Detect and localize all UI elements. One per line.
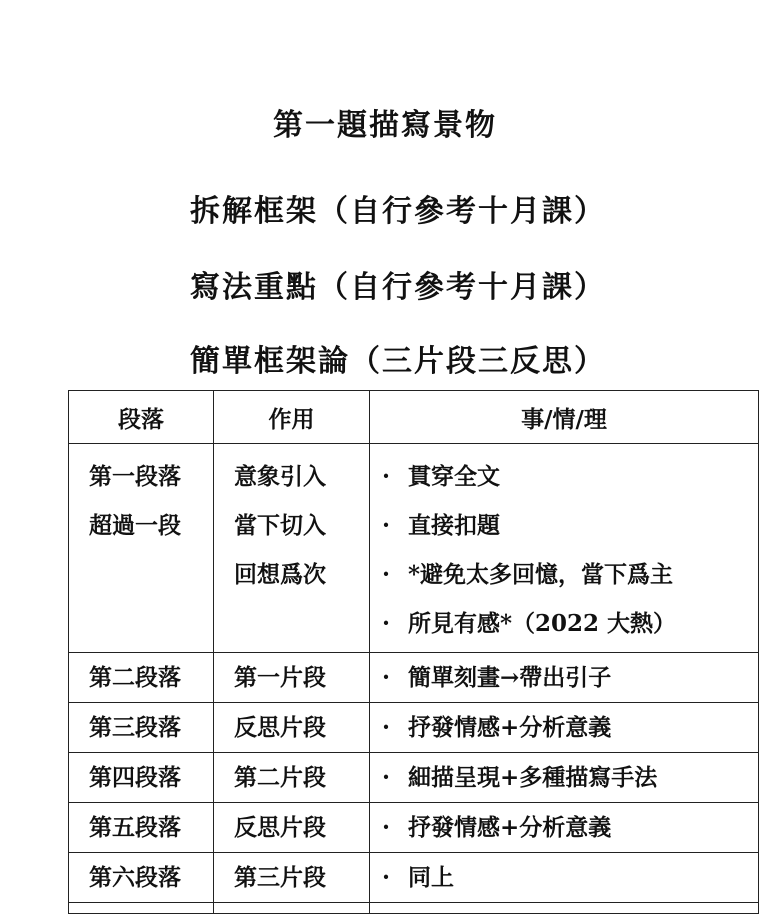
content-point: · 簡單刻畫→帶出引子 <box>382 653 758 702</box>
paragraph-outline-table <box>68 390 759 914</box>
continued-cell <box>69 903 214 914</box>
function-cell <box>214 444 370 653</box>
content-cell <box>370 444 759 653</box>
function-label: 第二片段 <box>234 764 326 791</box>
content-point: · *避免太多回憶，當下爲主 <box>382 550 758 599</box>
content-cell <box>370 803 759 853</box>
function-cell <box>214 653 370 703</box>
content-cell <box>370 703 759 753</box>
table-row <box>69 753 759 803</box>
function-cell <box>214 753 370 803</box>
continued-cell <box>370 903 759 914</box>
table-header-row <box>69 391 759 444</box>
content-cell <box>370 853 759 903</box>
paragraph-label: 第一段落 <box>89 463 181 490</box>
paragraph-cell <box>69 703 214 753</box>
paragraph-label: 第二段落 <box>89 664 181 691</box>
table-row <box>69 703 759 753</box>
paragraph-label: 第三段落 <box>89 714 181 741</box>
content-point: · 所見有感*（2022 大熱） <box>382 599 758 648</box>
header-paragraph: 段落 <box>69 391 214 444</box>
page-title: 第一題描寫景物 <box>273 108 497 143</box>
paragraph-label: 第六段落 <box>89 864 181 891</box>
continued-cell <box>214 903 370 914</box>
section-line-simple-framework: 簡單框架論（三片段三反思） <box>190 344 606 379</box>
content-point: · 細描呈現+多種描寫手法 <box>382 753 758 802</box>
function-cell <box>214 803 370 853</box>
function-label: 第三片段 <box>234 864 326 891</box>
paragraph-cell <box>69 444 214 653</box>
content-cell <box>370 653 759 703</box>
section-line-framework: 拆解框架（自行參考十月課） <box>190 194 606 229</box>
function-label: 反思片段 <box>234 714 326 741</box>
paragraph-cell <box>69 853 214 903</box>
content-point: · 貫穿全文 <box>382 452 758 501</box>
function-label: 反思片段 <box>234 814 326 841</box>
paragraph-label: 第四段落 <box>89 764 181 791</box>
paragraph-cell <box>69 753 214 803</box>
table-row <box>69 444 759 653</box>
function-cell <box>214 703 370 753</box>
function-label: 回想爲次 <box>234 561 326 588</box>
function-label: 意象引入 <box>234 463 326 490</box>
function-label: 第一片段 <box>234 664 326 691</box>
content-point: · 直接扣題 <box>382 501 758 550</box>
content-point: · 抒發情感+分析意義 <box>382 803 758 852</box>
header-function: 作用 <box>214 391 370 444</box>
header-content: 事/情/理 <box>370 391 759 444</box>
section-line-writing-points: 寫法重點（自行參考十月課） <box>190 270 606 305</box>
table-row <box>69 853 759 903</box>
paragraph-cell <box>69 803 214 853</box>
table-row <box>69 803 759 853</box>
function-label: 當下切入 <box>234 512 326 539</box>
content-point: · 抒發情感+分析意義 <box>382 703 758 752</box>
table-row <box>69 653 759 703</box>
content-point: · 同上 <box>382 853 758 902</box>
paragraph-cell <box>69 653 214 703</box>
paragraph-label: 第五段落 <box>89 814 181 841</box>
paragraph-label: 超過一段 <box>89 512 181 539</box>
content-cell <box>370 753 759 803</box>
table-row-continued <box>69 903 759 914</box>
function-cell <box>214 853 370 903</box>
